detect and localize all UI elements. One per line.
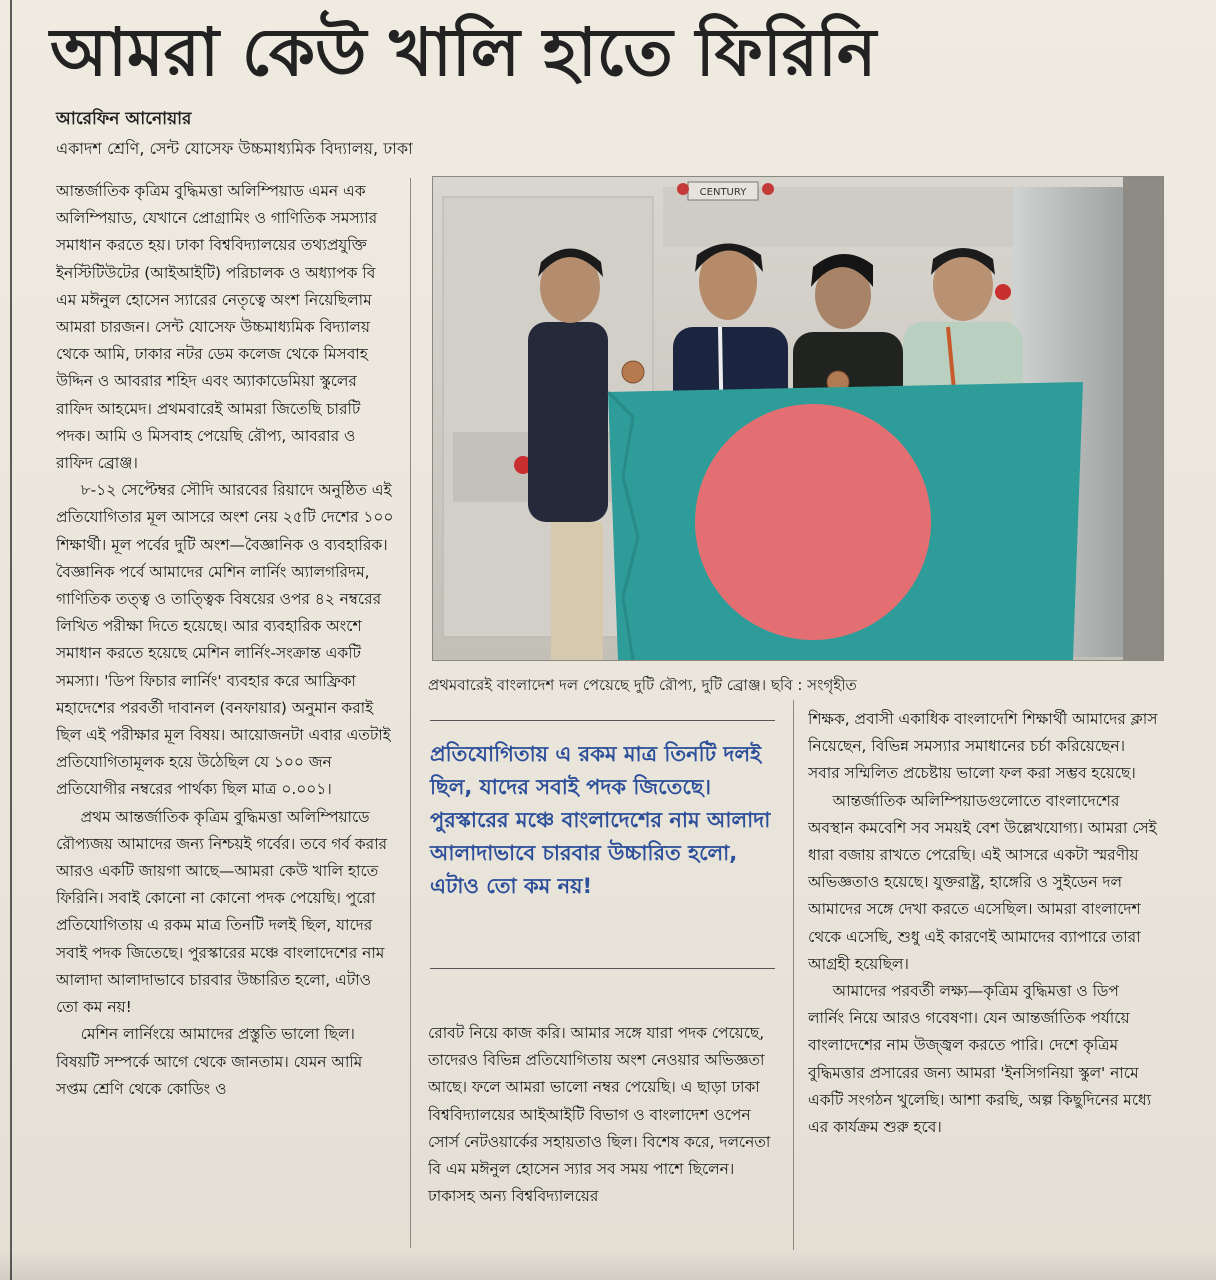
paragraph: শিক্ষক, প্রবাসী একাধিক বাংলাদেশি শিক্ষার্থী আমাদের ক্লাস নিয়েছেন, বিভিন্ন সমস্যার সমাধানের চর্চা করিয়েছেন। সবার সম্মিলিত প্রচেষ্টায় ভালো ফল করা সম্ভব হয়েছে। xyxy=(808,710,1158,783)
pullquote-bottom-rule xyxy=(430,968,775,969)
paragraph: প্রথম আন্তর্জাতিক কৃত্রিম বুদ্ধিমত্তা অলিম্পিয়াডে রৌপ্যজয় আমাদের জন্য নিশ্চয়ই গর্বের। তবে গর্ব করার আরও একটি জায়গা আছে—আমরা কেউ খালি হাতে ফিরিনি। সবাই কোনো না কোনো পদক পেয়েছি। পুরো প্রতিযোগিতায় এ রকম মাত্র তিনটি দলই ছিল, যাদের সবাই পদক জিতেছে। পুরস্কারের মঞ্চে বাংলাদেশের নাম আলাদা আলাদাভাবে চারবার উচ্চারিত হলো, এটাও তো কম নয়! xyxy=(56,807,388,1017)
photo-caption: প্রথমবারেই বাংলাদেশ দল পেয়েছে দুটি রৌপ্য, দুটি ব্রোঞ্জ। ছবি : সংগৃহীত xyxy=(428,676,857,694)
page-bottom-shadow xyxy=(0,1250,1216,1280)
page-margin-rule xyxy=(10,0,12,1280)
article-headline: আমরা কেউ খালি হাতে ফিরিনি xyxy=(50,14,877,91)
pull-quote: প্রতিযোগিতায় এ রকম মাত্র তিনটি দলই ছিল, যাদের সবাই পদক জিতেছে। পুরস্কারের মঞ্চে বাংলাদেশের নাম আলাদা আলাদাভাবে চারবার উচ্চারিত হলো, এটাও তো কম নয়! xyxy=(430,742,771,898)
paragraph: ৮-১২ সেপ্টেম্বর সৌদি আরবের রিয়াদে অনুষ্ঠিত এই প্রতিযোগিতার মূল আসরে অংশ নেয় ২৫টি দেশের ১০০ শিক্ষার্থী। মূল পর্বের দুটি অংশ—বৈজ্ঞানিক ও ব্যবহারিক। বৈজ্ঞানিক পর্বে আমাদের মেশিন লার্নিং অ্যালগরিদম, গাণিতিক তত্ত্ব ও তাত্ত্বিক বিষয়ের ওপর ৪২ নম্বরের লিখিত পরীক্ষা দিতে হয়েছে। আর ব্যবহারিক অংশে সমাধান করতে হয়েছে মেশিন লার্নিং-সংক্রান্ত একটি সমস্যা। 'ডিপ ফিচার লার্নিং' ব্যবহার করে আফ্রিকা মহাদেশের পরবর্তী দাবানল (বনফায়ার) অনুমান করাই ছিল এই পরীক্ষার মূল বিষয়। আয়োজনটা এবার এতটাই প্রতিযোগিতামূলক হয়ে উঠেছিল যে ১০০ জন প্রতিযোগীর নম্বরের পার্থক্য ছিল মাত্র ০.০০১। xyxy=(56,481,394,799)
wall-sign-text: CENTURY xyxy=(699,187,747,198)
paragraph: আমাদের পরবর্তী লক্ষ্য—কৃত্রিম বুদ্ধিমত্তা ও ডিপ লার্নিং নিয়ে আরও গবেষণা। যেন আন্তর্জাতিক পর্যায়ে বাংলাদেশের নাম উজ্জ্বল করতে পারি। দেশে কৃত্রিম বুদ্ধিমত্তার প্রসারের জন্য আমরা 'ইনসিগনিয়া স্কুল' নামে একটি সংগঠন খুলেছি। আশা করছি, অল্প কিছুদিনের মধ্যে এর কার্যক্রম শুরু হবে। xyxy=(808,982,1152,1137)
article-column-2 xyxy=(428,1020,780,1250)
column-divider xyxy=(793,700,794,1250)
paragraph: আন্তর্জাতিক কৃত্রিম বুদ্ধিমত্তা অলিম্পিয়াড এমন এক অলিম্পিয়াড, যেখানে প্রোগ্রামিং ও গাণিতিক সমস্যার সমাধান করতে হয়। ঢাকা বিশ্ববিদ্যালয়ের তথ্যপ্রযুক্তি ইনস্টিটিউটের (আইআইটি) পরিচালক ও অধ্যাপক বি এম মঈনুল হোসেন স্যারের নেতৃত্বে অংশ নিয়েছিলাম আমরা চারজন। সেন্ট যোসেফ উচ্চমাধ্যমিক বিদ্যালয় থেকে আমি, ঢাকার নটর ডেম কলেজ থেকে মিসবাহ উদ্দিন ও আবরার শহিদ এবং অ্যাকাডেমিয়া স্কুলের রাফিদ আহমেদ। প্রথমবারেই আমরা জিতেছি চারটি পদক। আমি ও মিসবাহ পেয়েছি রৌপ্য, আবরার ও রাফিদ ব্রোঞ্জ। xyxy=(56,182,378,473)
paragraph: মেশিন লার্নিংয়ে আমাদের প্রস্তুতি ভালো ছিল। বিষয়টি সম্পর্কে আগে থেকে জানতাম। যেমন আমি সপ্তম শ্রেণি থেকে কোডিং ও xyxy=(56,1025,363,1098)
author-name: আরেফিন আনোয়ার xyxy=(56,109,192,129)
article-column-1 xyxy=(56,178,396,1248)
team-photo-illustration xyxy=(433,177,1163,660)
column-divider xyxy=(410,178,411,1248)
team-photo xyxy=(432,176,1164,661)
pullquote-top-rule xyxy=(430,720,775,721)
author-affiliation: একাদশ শ্রেণি, সেন্ট যোসেফ উচ্চমাধ্যমিক বিদ্যালয়, ঢাকা xyxy=(56,139,413,158)
paragraph: আন্তর্জাতিক অলিম্পিয়াডগুলোতে বাংলাদেশের অবস্থান কমবেশি সব সময়ই বেশ উল্লেখযোগ্য। আমরা সেই ধারা বজায় রাখতে পেরেছি। এই আসরে একটা স্মরণীয় অভিজ্ঞতাও হয়েছে। যুক্তরাষ্ট্র, হাঙ্গেরি ও সুইডেন দল আমাদের সঙ্গে দেখা করতে এসেছিল। আমরা বাংলাদেশ থেকে এসেছি, শুধু এই কারণেই আমাদের ব্যাপারে তারা আগ্রহী হয়েছিল। xyxy=(808,791,1157,973)
paragraph: রোবট নিয়ে কাজ করি। আমার সঙ্গে যারা পদক পেয়েছে, তাদেরও বিভিন্ন প্রতিযোগিতায় অংশ নেওয়ার অভিজ্ঞতা আছে। ফলে আমরা ভালো নম্বর পেয়েছি। এ ছাড়া ঢাকা বিশ্ববিদ্যালয়ের আইআইটি বিভাগ ও বাংলাদেশ ওপেন সোর্স নেটওয়ার্কের সহায়তাও ছিল। বিশেষ করে, দলনেতা বি এম মঈনুল হোসেন স্যার সব সময় পাশে ছিলেন। ঢাকাসহ অন্য বিশ্ববিদ্যালয়ের xyxy=(428,1024,771,1206)
article-column-3 xyxy=(808,706,1158,1251)
